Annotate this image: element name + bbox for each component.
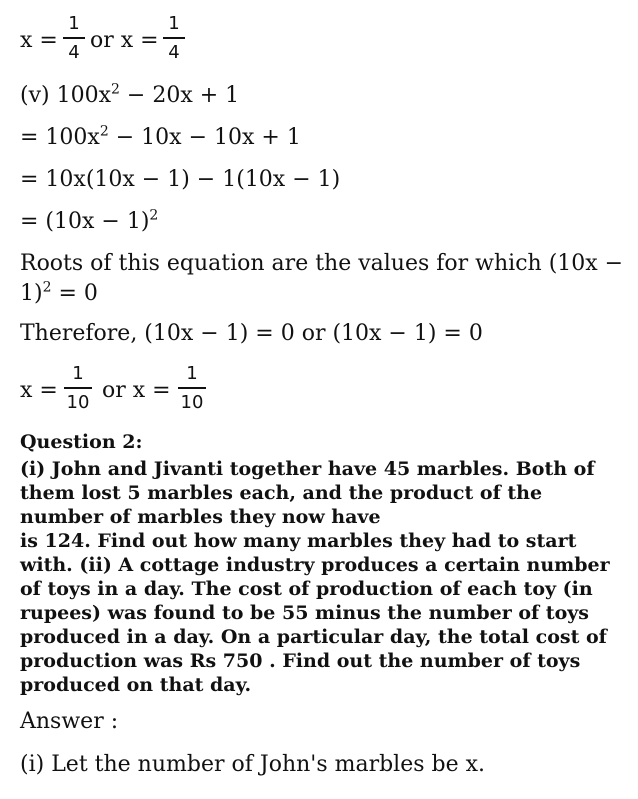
question-line: number of marbles they now have (20, 506, 381, 528)
fraction-one-tenth (64, 364, 92, 413)
part-v-label: (v) 100x (20, 83, 111, 108)
exponent: 2 (99, 123, 109, 140)
question-line: (i) John and Jivanti together have 45 marbles. Both of (20, 458, 595, 480)
x-equals: x = (20, 28, 58, 53)
fraction-bar (163, 37, 185, 39)
fraction-one-quarter (63, 14, 85, 63)
or-x-equals: or x = (102, 378, 171, 403)
fraction-bar (64, 387, 92, 389)
question-line: with. (ii) A cottage industry produces a certain number (20, 554, 610, 576)
numerator: 1 (68, 13, 80, 34)
exponent: 2 (111, 81, 120, 98)
step-1 (20, 124, 301, 152)
therefore-line: Therefore, (10x − 1) = 0 or (10x − 1) = 0 (20, 321, 483, 346)
or-x-equals: or x = (90, 28, 159, 53)
step-3 (20, 208, 158, 236)
answer-first-line: (i) Let the number of John's marbles be x. (20, 752, 486, 777)
fraction-one-tenth (178, 364, 206, 413)
equation-x-quarter (20, 14, 220, 74)
question-line: production was Rs 750 . Find out the number of toys (20, 650, 581, 672)
step-3-pre: = (10x − 1) (20, 209, 150, 234)
exponent: 2 (42, 279, 52, 296)
question-line: rupees) was found to be 55 minus the number of toys (20, 602, 589, 624)
roots-line-2-rest: = 0 (51, 281, 98, 306)
step-1-pre: = 100x (20, 125, 100, 150)
numerator: 1 (72, 363, 84, 384)
denominator: 4 (68, 42, 80, 63)
roots-text-line-1: Roots of this equation are the values for which (10x − (20, 251, 624, 276)
answer-label: Answer : (20, 709, 119, 734)
exponent: 2 (149, 207, 159, 224)
question-line: of toys in a day. The cost of production of each toy (in (20, 578, 593, 600)
step-2: = 10x(10x − 1) − 1(10x − 1) (20, 167, 341, 192)
fraction-one-quarter (163, 14, 185, 63)
roots-text-line-2 (20, 280, 98, 308)
question-line: them lost 5 marbles each, and the product of the (20, 482, 543, 504)
question-line: is 124. Find out how many marbles they had to start (20, 530, 577, 552)
numerator: 1 (168, 13, 180, 34)
denominator: 10 (66, 392, 90, 413)
fraction-bar (63, 37, 85, 39)
fraction-bar (178, 387, 206, 389)
numerator: 1 (186, 363, 198, 384)
part-v-heading (20, 82, 239, 110)
question-title: Question 2: (20, 431, 143, 453)
equation-x-tenth (20, 364, 240, 424)
roots-line-2-pre: 1) (20, 281, 43, 306)
question-line: produced on that day. (20, 674, 252, 696)
part-v-rest: − 20x + 1 (119, 83, 240, 108)
denominator: 4 (168, 42, 180, 63)
x-equals: x = (20, 378, 58, 403)
question-line: produced in a day. On a particular day, the total cost of (20, 626, 607, 648)
step-1-rest: − 10x − 10x + 1 (108, 125, 301, 150)
denominator: 10 (180, 392, 204, 413)
